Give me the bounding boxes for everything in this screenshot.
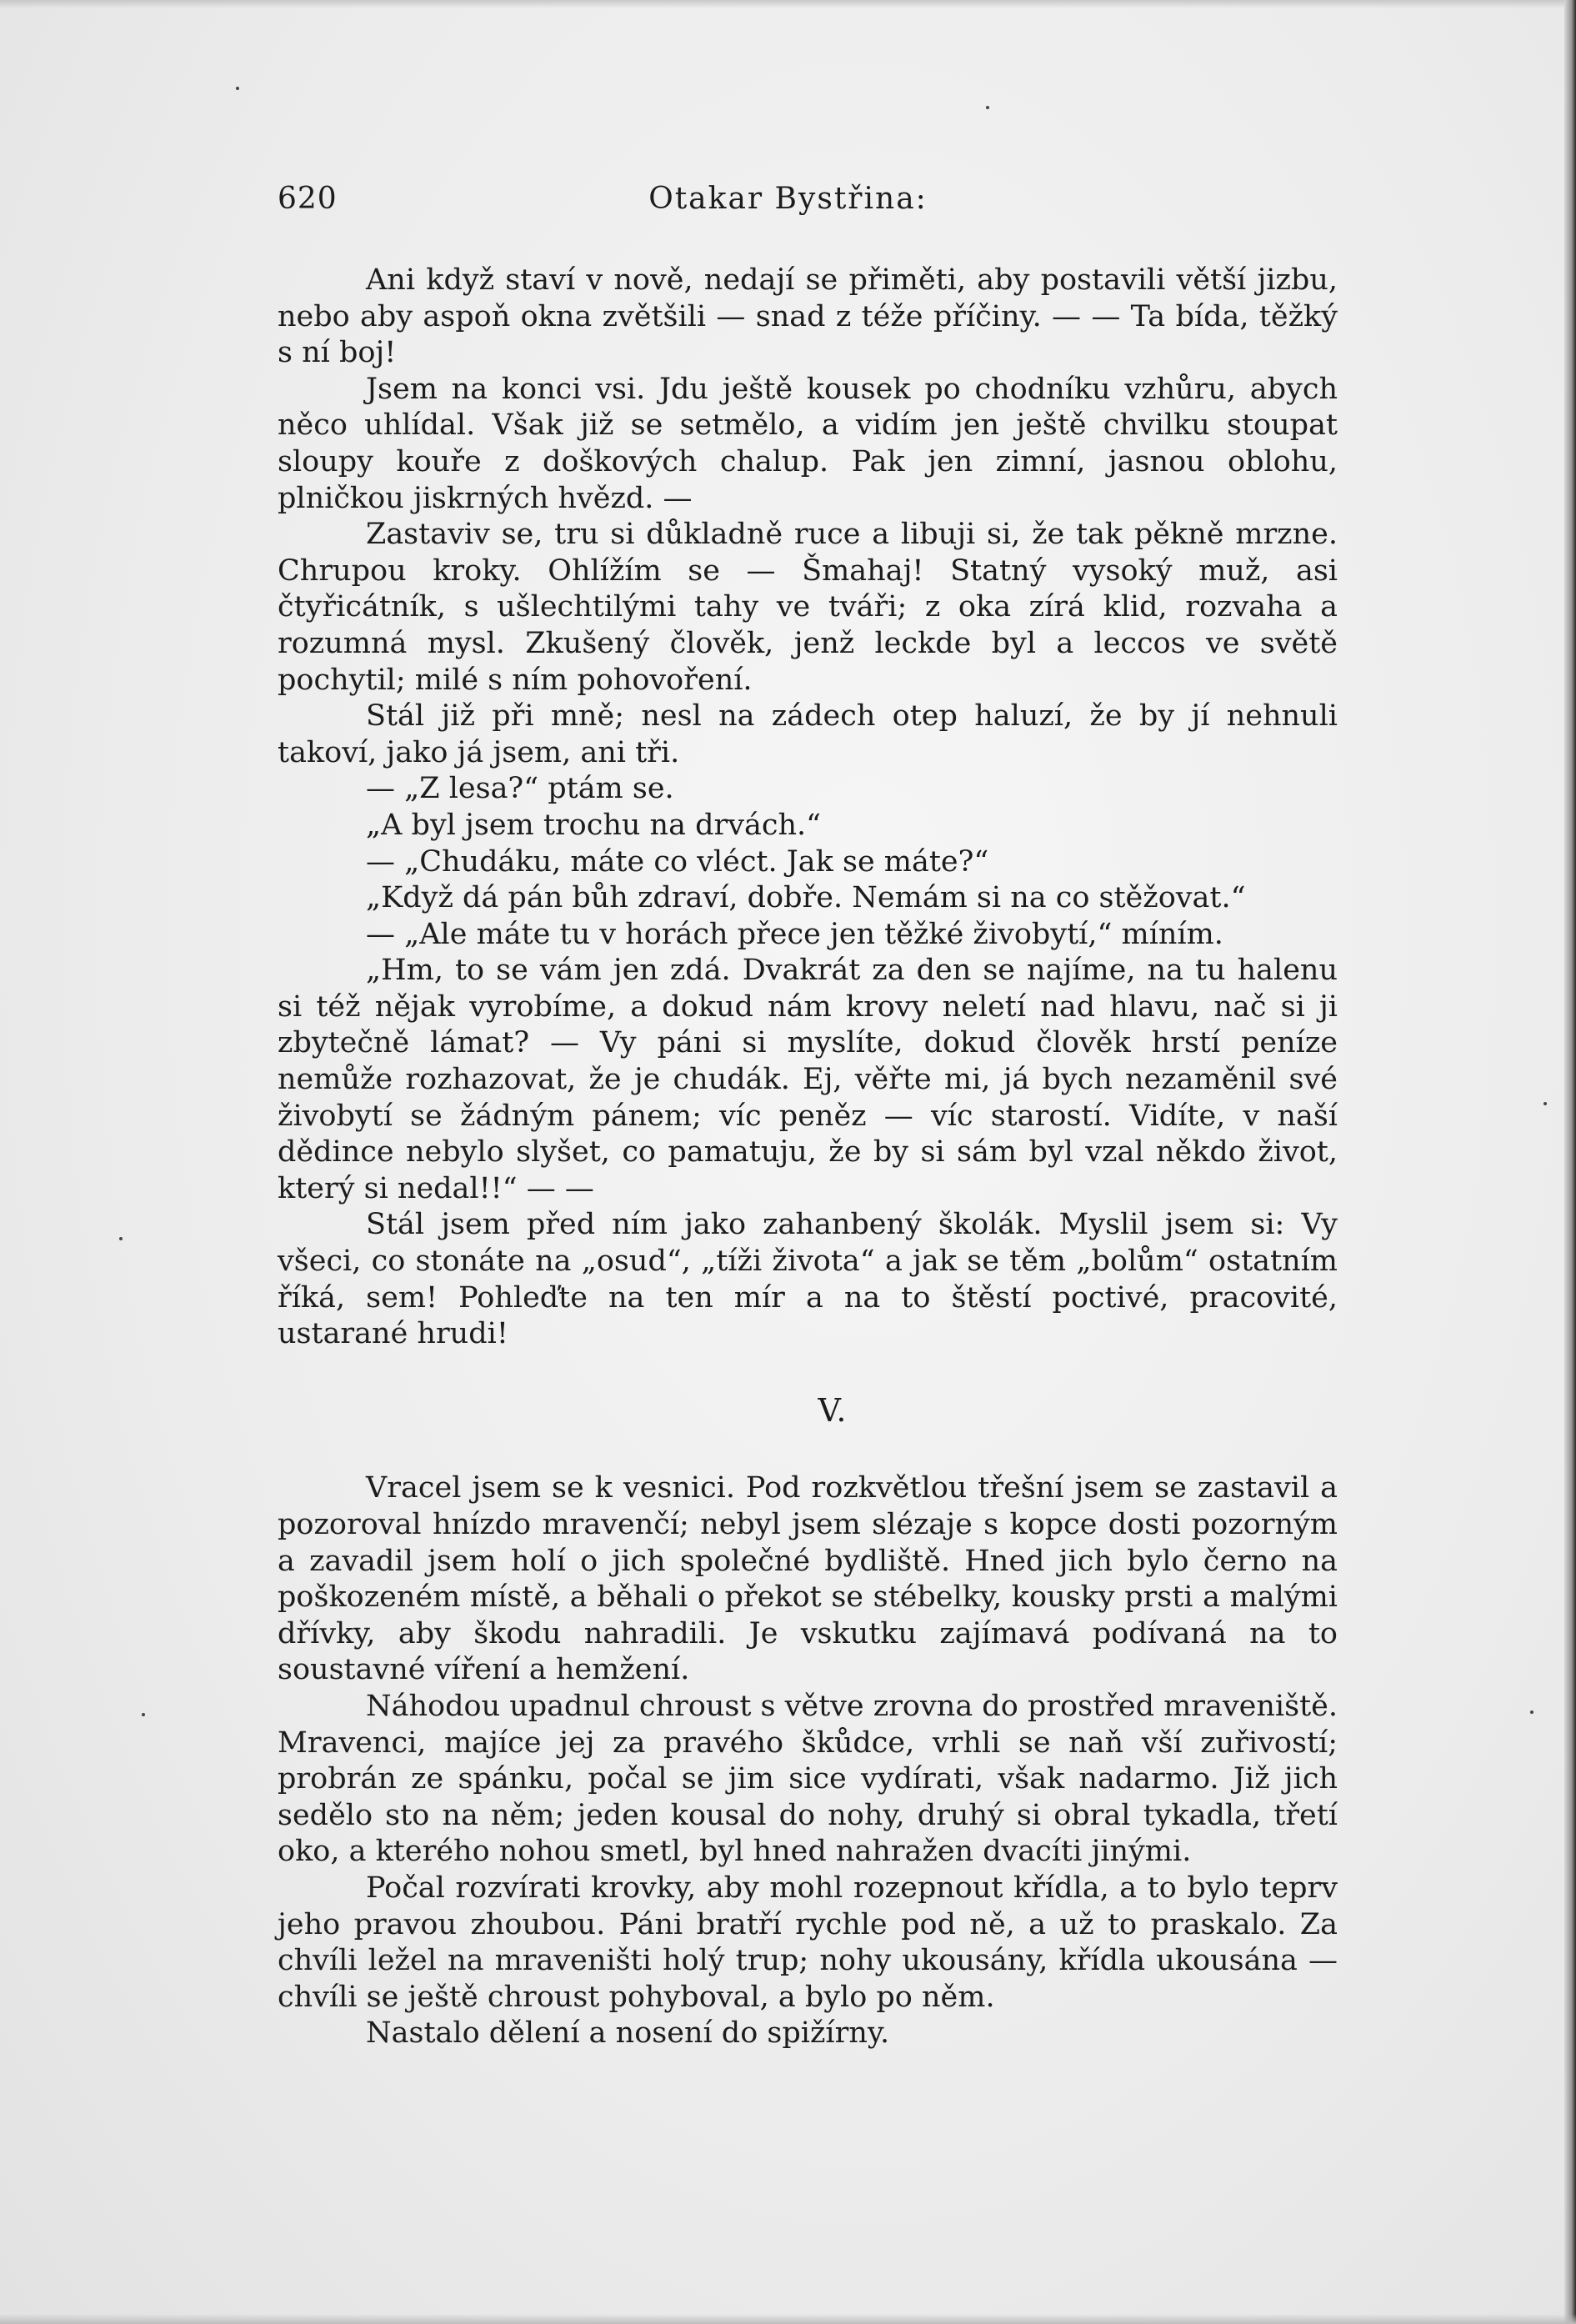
scan-speck: [142, 1713, 145, 1716]
page-binding-edge: [1564, 0, 1576, 2324]
paragraph: Náhodou upadnul chroust s větve zrovna do prostřed mraveniště. Mravenci, majíce jej za pravého škůdce, vrhli se naň vší zuřivostí; probrán ze spánku, počal se jim sice vydírati, však nadarmo. Již jich sedělo sto na něm; jeden kousal do nohy, druhý si obral tykadla, třetí oko, a kterého nohou smetl, byl hned nahražen dvacíti jinými.: [278, 1689, 1338, 1869]
body-text: [278, 263, 1338, 2052]
page-bottom-shadow: [0, 2314, 1576, 2324]
paragraph: Vracel jsem se k vesnici. Pod rozkvětlou třešní jsem se zastavil a pozoroval hnízdo mravenčí; nebyl jsem slézaje s kopce dosti pozorným a zavadil jsem holí o jich společné bydliště. Hned jich bylo černo na poškozeném místě, a běhali o překot se stébelky, kousky prsti a malými dřívky, aby škodu nahradili. Je vskutku zajímavá podívaná na to soustavné víření a hemžení.: [278, 1471, 1338, 1687]
dialogue-line: — „Z lesa?“ ptám se.: [366, 772, 674, 806]
dialogue-line: — „Chudáku, máte co vléct. Jak se máte?“: [366, 844, 989, 879]
dialogue-line: „Když dá pán bůh zdraví, dobře. Nemám si na co stěžovat.“: [366, 881, 1246, 915]
scan-speck: [1530, 1710, 1533, 1714]
page-top-shadow: [0, 0, 1576, 8]
paragraph: Stál již při mně; nesl na zádech otep haluzí, že by jí nehnuli takoví, jako já jsem, ani tři.: [278, 699, 1338, 769]
section-heading: V.: [818, 1391, 848, 1429]
paragraph: „Hm, to se vám jen zdá. Dvakrát za den se najíme, na tu halenu si též nějak vyrobíme, a dokud nám krovy neletí nad hlavu, nač si ji zbytečně lámat? — Vy páni si myslíte, dokud člověk hrstí peníze nemůže rozhazovat, že je chudák. Ej, věřte mi, já bych nezaměnil své živobytí se žádným pánem; víc peněz — víc starostí. Vidíte, v naší dědince nebylo slyšet, co pamatuju, že by si sám byl vzal někdo život, který si nedal!!“ — —: [278, 954, 1338, 1205]
paragraph: Zastaviv se, tru si důkladně ruce a libuji si, že tak pěkně mrzne. Chrupou kroky. Ohlížím se — Šmahaj! Statný vysoký muž, asi čtyřicátník, s ušlechtilými tahy ve tváři; z oka zírá klid, rozvaha a rozumná mysl. Zkušený člověk, jenž leckde byl a leccos ve světě pochytil; milé s ním pohovoření.: [278, 518, 1338, 697]
scan-speck: [986, 106, 989, 109]
scan-speck: [236, 87, 239, 90]
page-number: 620: [278, 182, 338, 216]
paragraph: Počal rozvírati krovky, aby mohl rozepnout křídla, a to bylo teprv jeho pravou zhoubou. Páni bratří rychle pod ně, a už to praskalo. Za chvíli ležel na mraveništi holý trup; nohy ukousány, křídla ukousána — chvíli se ještě chroust pohyboval, a bylo po něm.: [278, 1871, 1338, 2014]
paragraph: Nastalo dělení a nosení do spižírny.: [366, 2016, 890, 2051]
page-header: [0, 182, 1576, 223]
paragraph: Jsem na konci vsi. Jdu ještě kousek po chodníku vzhůru, abych něco uhlídal. Však již se setmělo, a vidím jen ještě chvilku stoupat sloupy kouře z doškových chalup. Pak jen zimní, jasnou oblohu, plničkou jiskrných hvězd. —: [278, 372, 1338, 515]
paragraph: Stál jsem před ním jako zahanbený školák. Myslil jsem si: Vy všeci, co stonáte na „osud“, „tíži života“ a jak se těm „bolům“ ostatním říká, sem! Pohleďte na ten mír a na to štěstí poctivé, pracovité, ustarané hrudi!: [278, 1208, 1338, 1351]
scan-speck: [119, 1237, 123, 1240]
running-head: Otakar Bystřina:: [648, 182, 928, 216]
scan-speck: [1543, 1102, 1547, 1105]
dialogue-line: — „Ale máte tu v horách přece jen těžké živobytí,“ míním.: [366, 917, 1223, 951]
paragraph: Ani když staví v nově, nedají se přiměti, aby postavili větší jizbu, nebo aby aspoň okna zvětšili — snad z téže příčiny. — — Ta bída, těžký s ní boj!: [278, 263, 1338, 370]
dialogue-line: „A byl jsem trochu na drvách.“: [366, 808, 822, 842]
